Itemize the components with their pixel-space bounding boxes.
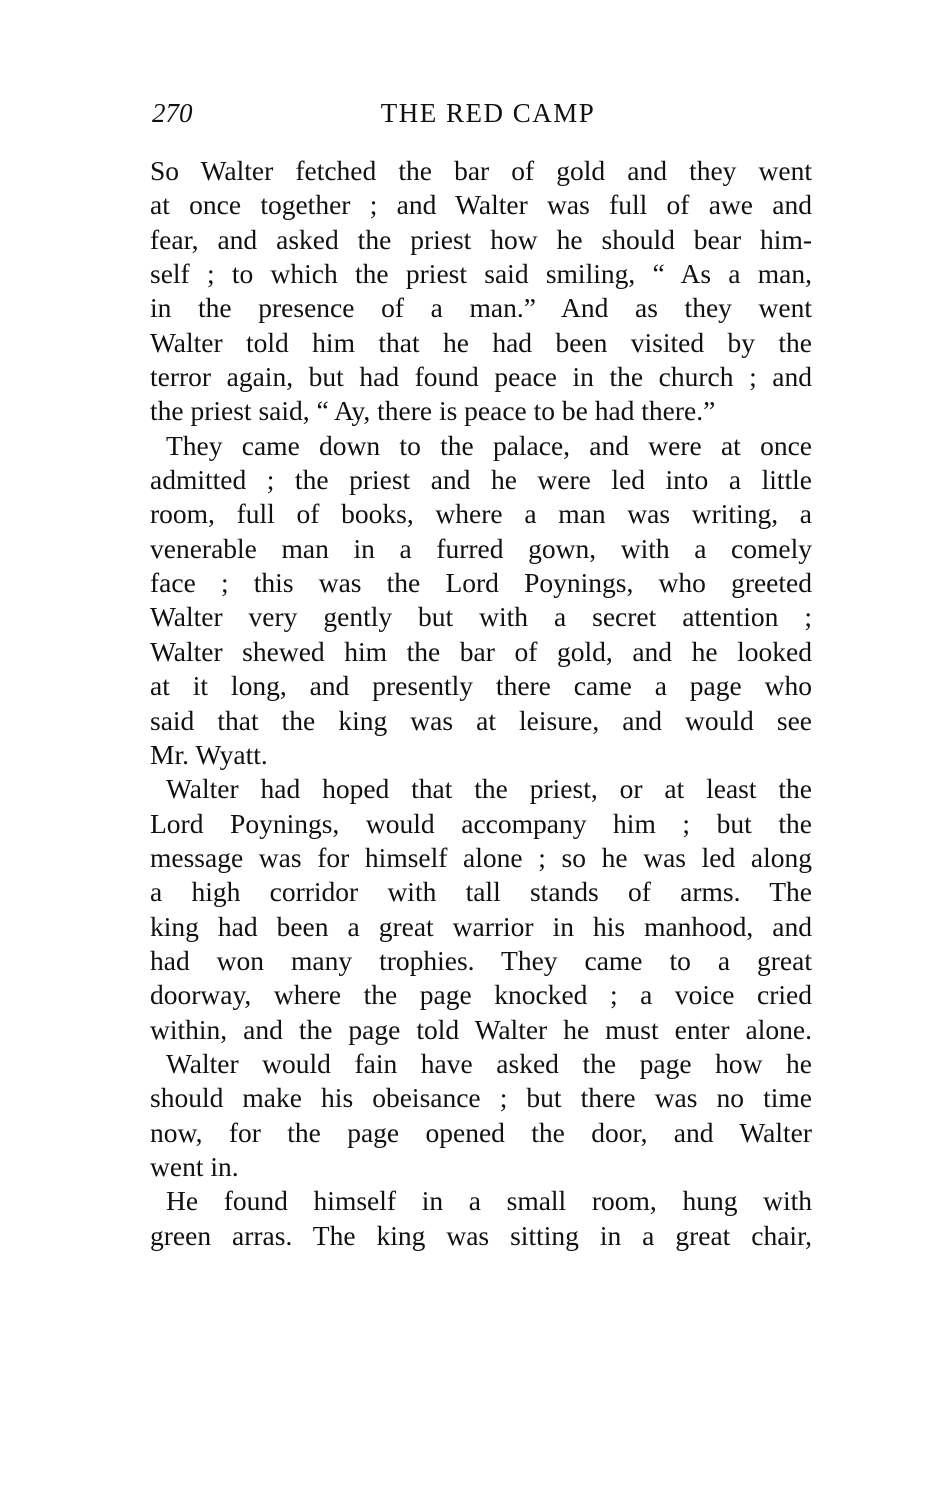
page-number: 270 [152, 98, 193, 128]
text-line: green arras. The king was sitting in a great chair, [150, 1219, 812, 1251]
text-line: room, full of books, where a man was writing, a [150, 498, 812, 530]
text-line: Mr. Wyatt. [150, 738, 268, 770]
text-line: king had been a great warrior in his manhood, and [150, 910, 812, 942]
paragraph [150, 772, 812, 1047]
body-text [150, 154, 812, 1253]
text-line: should make his obeisance ; but there was no time [150, 1082, 812, 1114]
text-line: They came down to the palace, and were at once [166, 429, 812, 461]
text-line: doorway, where the page knocked ; a voice cried [150, 979, 812, 1011]
text-line: Walter very gently but with a secret attention ; [150, 601, 812, 633]
page-header [150, 98, 812, 138]
text-line: now, for the page opened the door, and Walter [150, 1116, 812, 1148]
text-line: went in. [150, 1150, 239, 1182]
text-line: So Walter fetched the bar of gold and they went [150, 155, 812, 186]
text-line: within, and the page told Walter he must enter alone. [150, 1013, 812, 1045]
text-line: Lord Poynings, would accompany him ; but the [150, 807, 812, 839]
text-line: terror again, but had found peace in the church ; and [150, 361, 812, 393]
text-line: Walter would fain have asked the page how he [166, 1047, 812, 1079]
text-line: had won many trophies. They came to a great [150, 944, 812, 976]
paragraph [150, 1047, 812, 1184]
text-line: face ; this was the Lord Poynings, who greeted [150, 567, 812, 599]
paragraph [150, 154, 812, 429]
paragraph [150, 1184, 812, 1253]
text-line: at it long, and presently there came a page who [150, 670, 812, 702]
text-line: Walter had hoped that the priest, or at least the [166, 773, 812, 805]
running-title: THE RED CAMP [380, 98, 596, 128]
text-line: at once together ; and Walter was full of awe and [150, 189, 812, 221]
text-line: fear, and asked the priest how he should bear him- [150, 223, 812, 255]
text-line: venerable man in a furred gown, with a comely [150, 532, 812, 564]
text-line: a high corridor with tall stands of arms. The [150, 876, 812, 908]
text-line: He found himself in a small room, hung with [166, 1185, 812, 1217]
paragraph [150, 429, 812, 772]
text-line: Walter shewed him the bar of gold, and he looked [150, 635, 812, 667]
text-line: self ; to which the priest said smiling, “ As a man, [150, 258, 812, 290]
text-line: message was for himself alone ; so he was led along [150, 841, 812, 873]
text-line: admitted ; the priest and he were led into a little [150, 464, 812, 496]
text-line: Walter told him that he had been visited by the [150, 326, 812, 358]
text-line: the priest said, “ Ay, there is peace to be had there.” [150, 395, 716, 427]
text-line: in the presence of a man.” And as they went [150, 292, 812, 324]
text-line: said that the king was at leisure, and would see [150, 704, 812, 736]
